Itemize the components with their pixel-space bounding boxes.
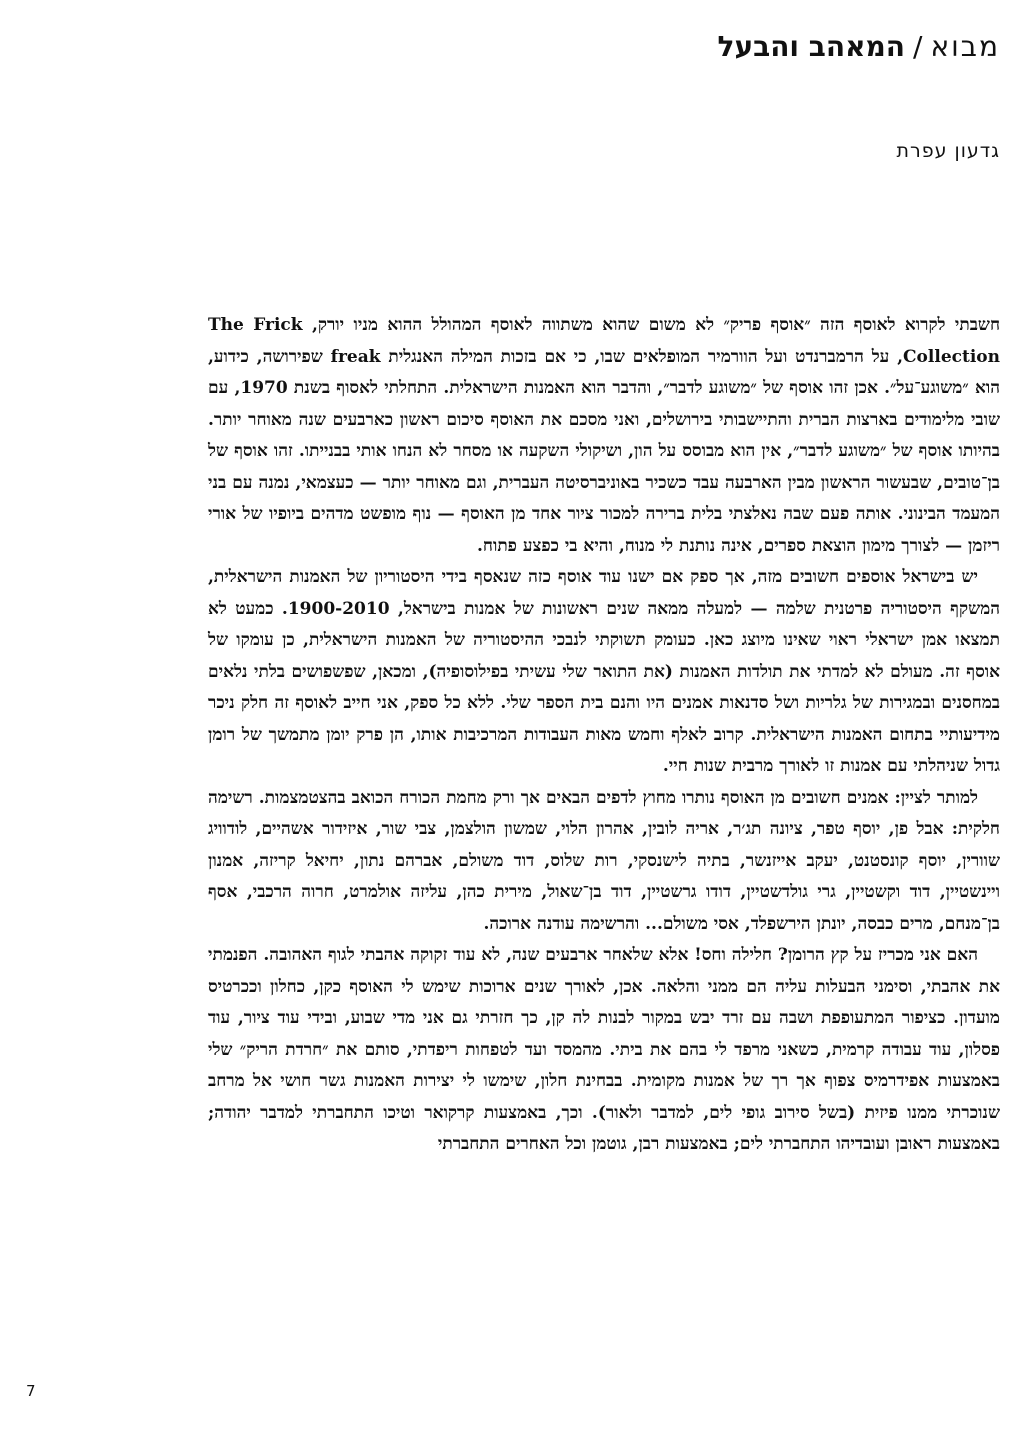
paragraph: האם אני מכריז על קץ הרומן? חלילה וחס! אלא שלאחר ארבעים שנה, לא עוד זקוקה אהבתי לגוף האהובה. הפנמתי את אהבתי, וסימני הבעלות עליה הם ממני והלאה. אכן, לאורך שנים ארוכות שימש לי האוסף כקן, כחלון וככרטיס מועדון. כציפור המתעופפת ושבה עם זרד יבש במקור לבנות לה קן, כך חזרתי גם אני מדי שבוע, ובידי עוד ציור, עוד פסלון, עוד עבודה קרמית, כשאני מרפד לי בהם את ביתי. מהמסד ועד לטפחות ריפדתי, סותם את ״חרדת הריק״ שלי באמצעות אפידרמיס צפוף אך רך של אמנות מקומית. בבחינת חלון, שימשו לי יצירות האמנות גשר חושי אל מרחב שנוכרתי ממנו פיזית (בשל סירוב גופי לים, למדבר ולאור). וכך, באמצעות קרקואר וטיכו התחברתי למדבר יהודה; באמצעות ראובן ועובדיהו התחברתי לים; באמצעות רבן, גוטמן וכל האחרים התחברתי — [208, 945, 1000, 1154]
paragraph: יש בישראל אוספים חשובים מזה, אך ספק אם ישנו עוד אוסף כזה שנאסף בידי היסטוריון של האמנות הישראלית, המשקף היסטוריה פרטנית שלמה — למעלה ממאה שנים ראשונות של אמנות בישראל, 1900-2010. כמעט לא תמצאו אמן ישראלי ראוי שאינו מיוצג כאן. כעומק תשוקתי לנבכי ההיסטוריה של האמנות הישראלית, כן עומקו של אוסף זה. מעולם לא למדתי את תולדות האמנות (את התואר שלי עשיתי בפילוסופיה), ומכאן, שפשפושים בלתי נלאים במחסנים ובמגירות של גלריות ושל סדנאות אמנים היו והנם בית הספר שלי. ללא כל ספק, אני חייב לאוסף זה חלק ניכר מידיעותיי בתחום האמנות הישראלית. קרוב לאלף וחמש מאות העבודות המרכיבות אותו, הן פרק יומן מתמשך של רומן גדול שניהלתי עם אמנות זו לאורך מרבית שנות חיי. — [208, 567, 1001, 776]
author-name: גדעון עפרת — [896, 140, 1000, 162]
page-number: 7 — [26, 1382, 36, 1400]
section-label: מבוא — [930, 30, 1000, 63]
article-body — [208, 310, 1000, 1161]
paragraph: למותר לציין: אמנים חשובים מן האוסף נותרו מחוץ לדפים הבאים אך ורק מחמת הכורח הכואב בהצטמצמות. רשימה חלקית: אבל פן, יוסף טפר, ציונה תג׳ר, אריה לובין, אהרון הלוי, שמשון הולצמן, צבי שור, איזידור אשהיים, לודוויג שוורין, יוסף קונסטנט, יעקב אייזנשר, בתיה לישנסקי, רות שלוס, דוד משולם, אברהם נתון, יחיאל קריזה, אמנון ויינשטיין, דוד וקשטיין, גרי גולדשטיין, דודו גרשטיין, דוד בן־שאול, מירית כהן, עליזה אולמרט, חרוה הרכבי, אסף בן־מנחם, מרים כבסה, יונתן הירשפלד, אסי משולם... והרשימה עודנה ארוכה. — [208, 787, 1000, 934]
header-separator: / — [913, 30, 923, 63]
chapter-title: המאהב והבעל — [717, 30, 905, 63]
paragraph: חשבתי לקרוא לאוסף הזה ״אוסף פריק״ לא משום שהוא משתווה לאוסף המהולל ההוא מניו יורק, The Frick Collection, על הרמברנדט ועל הוורמיר המופלאים שבו, כי אם בזכות המילה האנגלית freak שפירושה, כידוע, הוא ״משוגע־על״. אכן זהו אוסף של ״משוגע לדבר״, והדבר הוא האמנות הישראלית. התחלתי לאסוף בשנת 1970, עם שובי מלימודים בארצות הברית והתיישבותי בירושלים, ואני מסכם את האוסף סיכום ראשון כארבעים שנה מאוחר יותר. בהיותו אוסף של ״משוגע לדבר״, אין הוא מבוסס על הון, ושיקולי השקעה או מסחר לא הנחו אותי בבנייתו. זהו אוסף של בן־טובים, שבעשור הראשון מבין הארבעה עבד כשכיר באוניברסיטה העברית, וגם מאוחר יותר — כעצמאי, נמנה עם בני המעמד הבינוני. אותה פעם שבה נאלצתי בלית ברירה למכור ציור אחד מן האוסף — נוף מופשט מדהים ביופיו של אורי ריזמן — לצורך מימון הוצאת ספרים, אינה נותנת לי מנוח, והיא בי כפצע פתוח. — [208, 315, 1001, 556]
page-header — [718, 30, 1000, 63]
